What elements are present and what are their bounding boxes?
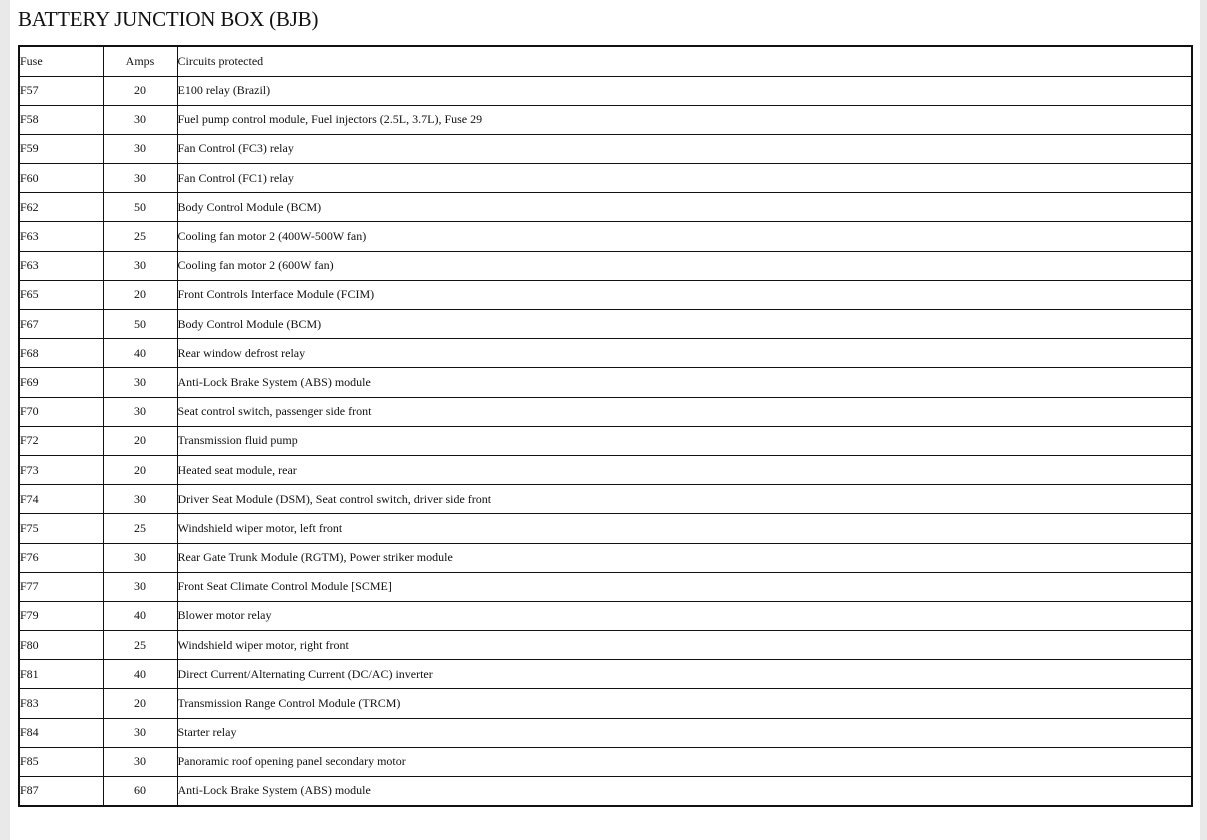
table-row xyxy=(19,543,1192,572)
table-row xyxy=(19,251,1192,280)
fuse-cell: F74 xyxy=(19,485,103,514)
document-page xyxy=(10,0,1200,840)
amps-cell: 25 xyxy=(103,631,177,660)
circuits-cell: Body Control Module (BCM) xyxy=(177,193,1192,222)
header-circuits: Circuits protected xyxy=(177,46,1192,76)
table-row xyxy=(19,514,1192,543)
amps-cell: 40 xyxy=(103,339,177,368)
amps-cell: 30 xyxy=(103,543,177,572)
page-title: BATTERY JUNCTION BOX (BJB) xyxy=(18,7,319,31)
circuits-cell: Body Control Module (BCM) xyxy=(177,310,1192,339)
circuits-cell: Anti-Lock Brake System (ABS) module xyxy=(177,368,1192,397)
amps-cell: 30 xyxy=(103,397,177,426)
circuits-cell: Cooling fan motor 2 (400W-500W fan) xyxy=(177,222,1192,251)
amps-cell: 30 xyxy=(103,368,177,397)
amps-cell: 20 xyxy=(103,426,177,455)
amps-cell: 20 xyxy=(103,689,177,718)
fuse-cell: F80 xyxy=(19,631,103,660)
table-row xyxy=(19,164,1192,193)
circuits-cell: Transmission fluid pump xyxy=(177,426,1192,455)
table-body xyxy=(19,76,1192,806)
circuits-cell: E100 relay (Brazil) xyxy=(177,76,1192,105)
amps-cell: 40 xyxy=(103,660,177,689)
fuse-cell: F72 xyxy=(19,426,103,455)
header-fuse: Fuse xyxy=(19,46,103,76)
circuits-cell: Seat control switch, passenger side front xyxy=(177,397,1192,426)
table-row xyxy=(19,455,1192,484)
fuse-cell: F65 xyxy=(19,280,103,309)
circuits-cell: Driver Seat Module (DSM), Seat control switch, driver side front xyxy=(177,485,1192,514)
amps-cell: 50 xyxy=(103,193,177,222)
fuse-cell: F63 xyxy=(19,251,103,280)
amps-cell: 60 xyxy=(103,777,177,806)
fuse-cell: F84 xyxy=(19,718,103,747)
circuits-cell: Starter relay xyxy=(177,718,1192,747)
circuits-cell: Transmission Range Control Module (TRCM) xyxy=(177,689,1192,718)
table-row xyxy=(19,631,1192,660)
circuits-cell: Direct Current/Alternating Current (DC/AC) inverter xyxy=(177,660,1192,689)
table-row xyxy=(19,485,1192,514)
amps-cell: 20 xyxy=(103,455,177,484)
amps-cell: 25 xyxy=(103,222,177,251)
circuits-cell: Blower motor relay xyxy=(177,601,1192,630)
table-row xyxy=(19,777,1192,806)
amps-cell: 20 xyxy=(103,76,177,105)
table-header-row xyxy=(19,46,1192,76)
amps-cell: 30 xyxy=(103,747,177,776)
table-row xyxy=(19,718,1192,747)
fuse-cell: F76 xyxy=(19,543,103,572)
fuse-cell: F58 xyxy=(19,105,103,134)
circuits-cell: Fan Control (FC1) relay xyxy=(177,164,1192,193)
amps-cell: 30 xyxy=(103,572,177,601)
circuits-cell: Windshield wiper motor, left front xyxy=(177,514,1192,543)
circuits-cell: Front Controls Interface Module (FCIM) xyxy=(177,280,1192,309)
fuse-cell: F83 xyxy=(19,689,103,718)
circuits-cell: Heated seat module, rear xyxy=(177,455,1192,484)
table-row xyxy=(19,572,1192,601)
amps-cell: 20 xyxy=(103,280,177,309)
fuse-cell: F67 xyxy=(19,310,103,339)
fuse-cell: F62 xyxy=(19,193,103,222)
table-row xyxy=(19,747,1192,776)
amps-cell: 30 xyxy=(103,164,177,193)
fuse-cell: F81 xyxy=(19,660,103,689)
table-row xyxy=(19,134,1192,163)
table-row xyxy=(19,689,1192,718)
amps-cell: 30 xyxy=(103,718,177,747)
table-row xyxy=(19,397,1192,426)
fuse-cell: F69 xyxy=(19,368,103,397)
table-row xyxy=(19,339,1192,368)
fuse-cell: F70 xyxy=(19,397,103,426)
table-row xyxy=(19,280,1192,309)
fuse-cell: F68 xyxy=(19,339,103,368)
fuse-cell: F63 xyxy=(19,222,103,251)
fuse-table xyxy=(18,45,1193,807)
circuits-cell: Anti-Lock Brake System (ABS) module xyxy=(177,777,1192,806)
amps-cell: 25 xyxy=(103,514,177,543)
fuse-cell: F85 xyxy=(19,747,103,776)
circuits-cell: Fan Control (FC3) relay xyxy=(177,134,1192,163)
table-row xyxy=(19,660,1192,689)
table-row xyxy=(19,105,1192,134)
table-row xyxy=(19,310,1192,339)
fuse-cell: F59 xyxy=(19,134,103,163)
circuits-cell: Panoramic roof opening panel secondary motor xyxy=(177,747,1192,776)
circuits-cell: Windshield wiper motor, right front xyxy=(177,631,1192,660)
fuse-cell: F87 xyxy=(19,777,103,806)
amps-cell: 50 xyxy=(103,310,177,339)
table-row xyxy=(19,193,1192,222)
table-row xyxy=(19,368,1192,397)
fuse-cell: F57 xyxy=(19,76,103,105)
table-row xyxy=(19,222,1192,251)
amps-cell: 30 xyxy=(103,251,177,280)
amps-cell: 30 xyxy=(103,134,177,163)
fuse-cell: F75 xyxy=(19,514,103,543)
amps-cell: 30 xyxy=(103,485,177,514)
fuse-cell: F73 xyxy=(19,455,103,484)
amps-cell: 40 xyxy=(103,601,177,630)
fuse-cell: F60 xyxy=(19,164,103,193)
circuits-cell: Rear Gate Trunk Module (RGTM), Power striker module xyxy=(177,543,1192,572)
fuse-cell: F77 xyxy=(19,572,103,601)
amps-cell: 30 xyxy=(103,105,177,134)
circuits-cell: Front Seat Climate Control Module [SCME] xyxy=(177,572,1192,601)
fuse-cell: F79 xyxy=(19,601,103,630)
table-row xyxy=(19,76,1192,105)
table-row xyxy=(19,601,1192,630)
header-amps: Amps xyxy=(103,46,177,76)
circuits-cell: Fuel pump control module, Fuel injectors (2.5L, 3.7L), Fuse 29 xyxy=(177,105,1192,134)
circuits-cell: Cooling fan motor 2 (600W fan) xyxy=(177,251,1192,280)
circuits-cell: Rear window defrost relay xyxy=(177,339,1192,368)
table-row xyxy=(19,426,1192,455)
